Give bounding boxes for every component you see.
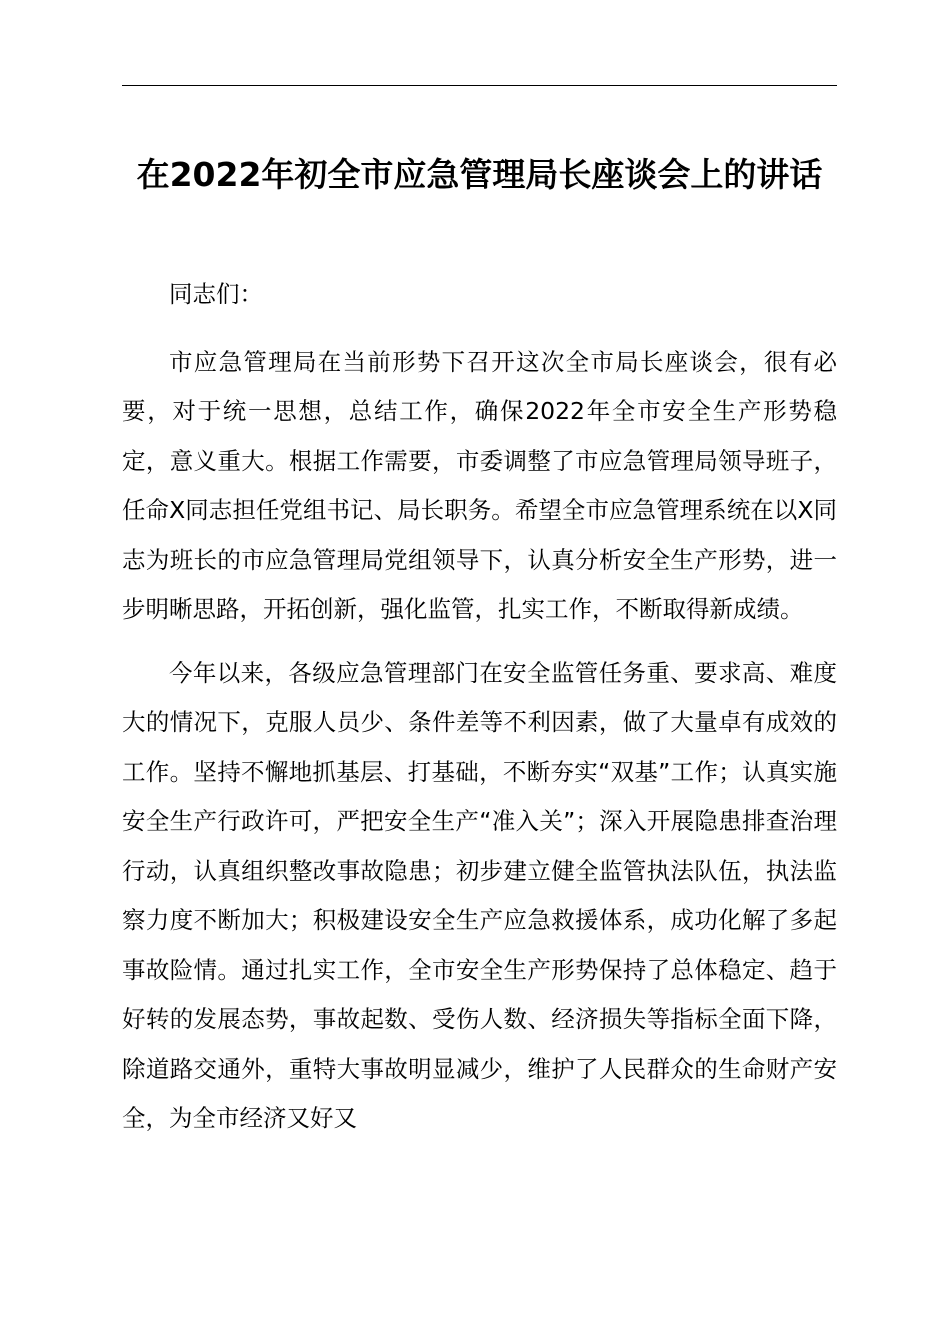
document-title: 在2022年初全市应急管理局长座谈会上的讲话 (136, 155, 823, 194)
paragraph-1: 市应急管理局在当前形势下召开这次全市局长座谈会，很有必要，对于统一思想，总结工作，确保2022年全市安全生产形势稳定，意义重大。根据工作需要，市委调整了市应急管理局领导班子，任命X同志担任党组书记、局长职务。希望全市应急管理系统在以X同志为班长的市应急管理局党组领导下，认真分析安全生产形势，进一步明晰思路，开拓创新，强化监管，扎实工作，不断取得新成绩。 (122, 347, 837, 623)
header-rule (122, 85, 837, 86)
salutation: 同志们： (169, 280, 263, 308)
paragraph-2: 今年以来，各级应急管理部门在安全监管任务重、要求高、难度大的情况下，克服人员少、条件差等不利因素，做了大量卓有成效的工作。坚持不懈地抓基层、打基础，不断夯实“双基”工作；认真实施安全生产行政许可，严把安全生产“准入关”；深入开展隐患排查治理行动，认真组织整改事故隐患；初步建立健全监管执法队伍，执法监察力度不断加大；积极建设安全生产应急救援体系，成功化解了多起事故险情。通过扎实工作，全市安全生产形势保持了总体稳定、趋于好转的发展态势，事故起数、受伤人数、经济损失等指标全面下降，除道路交通外，重特大事故明显减少，维护了人民群众的生命财产安全，为全市经济又好又 (122, 658, 837, 1132)
document-body (122, 270, 837, 1158)
